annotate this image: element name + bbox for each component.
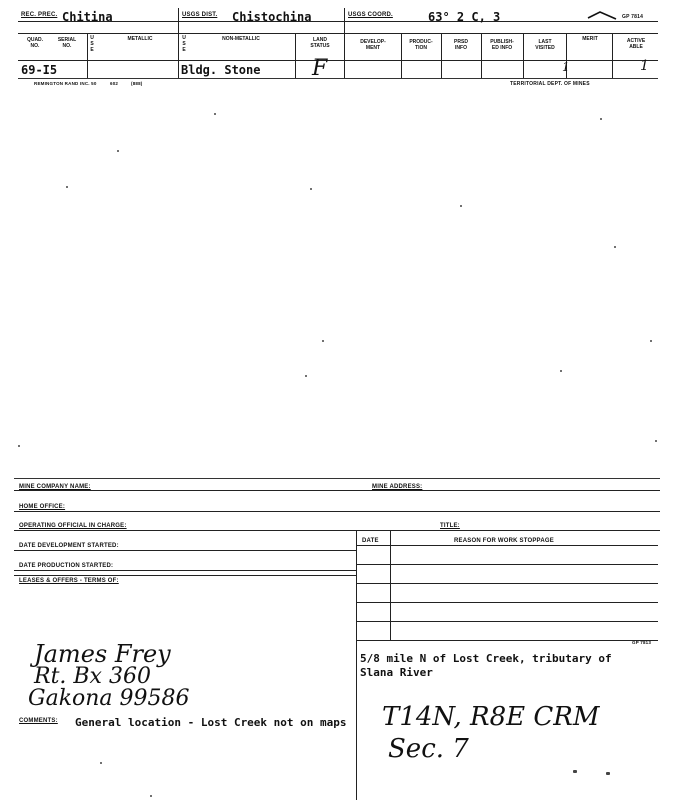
location-line-1: 5/8 mile N of Lost Creek, tributary of [360, 652, 612, 665]
merit-label: MERIT [582, 36, 598, 42]
nonmetallic-value: Bldg. Stone [181, 63, 261, 77]
metallic-label: METALLIC [127, 36, 153, 42]
land-status-label: LAND STATUS [310, 37, 330, 49]
usgs-coord-label: USGS COORD. [348, 12, 393, 18]
quad-no-label: QUAD. NO. [26, 37, 44, 49]
published-info-label: PUBLISH- ED INFO [490, 39, 514, 51]
land-status-value: F [312, 56, 328, 81]
form-number-top: GP 7814 [622, 14, 644, 20]
usgs-dist-value: Chistochina [232, 10, 312, 24]
reason-column-label: REASON FOR WORK STOPPAGE [454, 538, 554, 544]
handwritten-address-1: Rt. Bx 360 [34, 664, 151, 689]
last-visited-label: LAST VISITED [535, 39, 555, 51]
quad-no-value: 69-I5 [21, 63, 58, 77]
usgs-dist-label: USGS DIST. [182, 12, 218, 18]
date-column-label: DATE [362, 538, 379, 544]
date-development-label: DATE DEVELOPMENT STARTED: [19, 543, 119, 549]
title-label: TITLE: [440, 523, 460, 529]
dept-label: TERRITORIAL DEPT. OF MINES [510, 81, 590, 87]
pen-mark-icon [586, 8, 622, 22]
usgs-coord-value: 63° 2 C, 3 [428, 10, 501, 24]
active-value: 1 [640, 58, 649, 74]
mine-address-label: MINE ADDRESS: [372, 484, 423, 490]
printer-label: REMINGTON RAND INC. 50 [34, 81, 97, 86]
location-line-2: Slana River [360, 666, 433, 679]
printer-code-1: 602 [110, 81, 119, 86]
serial-no-label: SERIAL NO. [57, 37, 77, 49]
rec-prec-value: Chitina [62, 10, 113, 24]
printer-code-2: (888) [131, 81, 143, 86]
handwritten-township: T14N, R8E CRM [382, 702, 600, 732]
handwritten-name: James Frey [34, 640, 171, 668]
rec-prec-label: REC. PREC. [21, 12, 58, 18]
prsd-info-label: PRSD INFO [454, 39, 468, 51]
form-number-bottom: GP 7813 [632, 640, 652, 645]
date-production-label: DATE PRODUCTION STARTED: [19, 563, 114, 569]
use-label-metallic: U S E [90, 35, 94, 53]
operating-official-label: OPERATING OFFICIAL IN CHARGE: [19, 523, 127, 529]
last-visited-value: 1 [562, 60, 570, 74]
nonmetallic-label: NON-METALLIC [222, 36, 260, 42]
development-label: DEVELOP- MENT [360, 39, 386, 51]
comments-text: General location - Lost Creek not on maps [75, 716, 347, 729]
comments-label: COMMENTS: [19, 718, 58, 724]
handwritten-section: Sec. 7 [388, 734, 469, 764]
use-label-nonmetallic: U S E [182, 35, 186, 53]
active-label: ACTIVE ABLE [626, 38, 646, 50]
handwritten-address-2: Gakona 99586 [28, 686, 190, 711]
leases-label: LEASES & OFFERS - TERMS OF: [19, 578, 119, 584]
production-label: PRODUC- TION [409, 39, 433, 51]
home-office-label: HOME OFFICE: [19, 504, 66, 510]
mine-company-label: MINE COMPANY NAME: [19, 484, 91, 490]
